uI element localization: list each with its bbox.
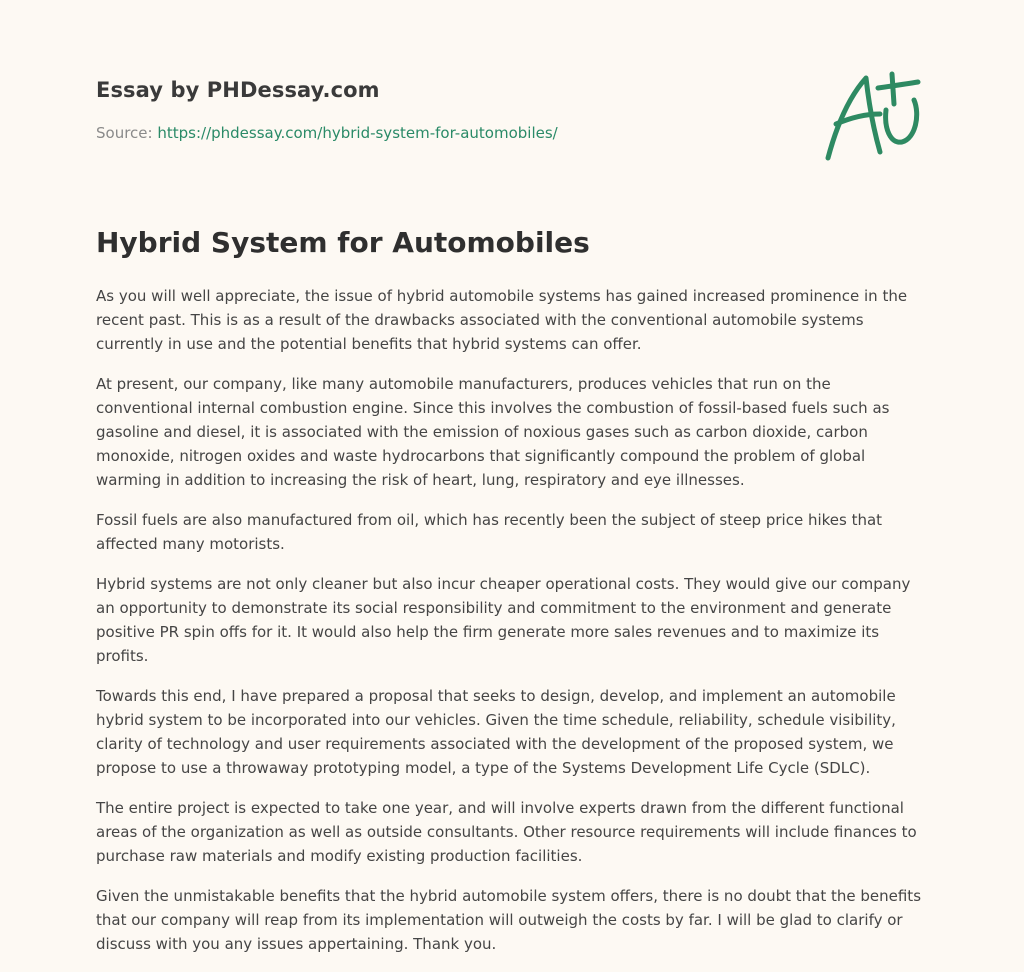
essay-page [96,0,932,953]
essay-body [96,284,932,972]
source-label: Source: [96,124,153,142]
source-link[interactable]: https://phdessay.com/hybrid-system-for-automobiles/ [157,124,558,142]
site-title: Essay by PHDessay.com [96,78,380,102]
a-plus-logo-icon [822,66,926,166]
essay-title: Hybrid System for Automobiles [96,226,590,259]
essay-paragraph: The entire project is expected to take one year, and will involve experts drawn from the different functional areas of the organization as well as outside consultants. Other resource requirements will include finances to purchase raw materials and modify existing production facilities. [96,799,917,865]
essay-paragraph: At present, our company, like many automobile manufacturers, produces vehicles that run on the conventional internal combustion engine. Since this involves the combustion of fossil-based fuels such as gasoline and diesel, it is associated with the emission of noxious gases such as carbon dioxide, carbon monoxide, nitrogen oxides and waste hydrocarbons that significantly compound the problem of global warming in addition to increasing the risk of heart, lung, respiratory and eye illnesses. [96,375,890,489]
essay-paragraph: Given the unmistakable benefits that the hybrid automobile system offers, there is no doubt that the benefits that our company will reap from its implementation will outweigh the costs by far. I will be glad to clarify or discuss with you any issues appertaining. Thank you. [96,887,922,953]
essay-paragraph: Towards this end, I have prepared a proposal that seeks to design, develop, and implement an automobile hybrid system to be incorporated into our vehicles. Given the time schedule, reliability, schedule visibility, clarity of technology and user requirements associated with the development of the proposed system, we propose to use a throwaway prototyping model, a type of the Systems Development Life Cycle (SDLC). [96,687,896,777]
page-header [96,0,932,190]
essay-paragraph: Fossil fuels are also manufactured from oil, which has recently been the subject of steep price hikes that affected many motorists. [96,511,883,553]
essay-paragraph: Hybrid systems are not only cleaner but also incur cheaper operational costs. They would give our company an opportunity to demonstrate its social responsibility and commitment to the environment and generate positive PR spin offs for it. It would also help the firm generate more sales revenues and to maximize its profits. [96,575,911,665]
source-line [96,124,558,142]
essay-paragraph: As you will well appreciate, the issue of hybrid automobile systems has gained increased prominence in the recent past. This is as a result of the drawbacks associated with the conventional automobile systems currently in use and the potential benefits that hybrid systems can offer. [96,287,908,353]
